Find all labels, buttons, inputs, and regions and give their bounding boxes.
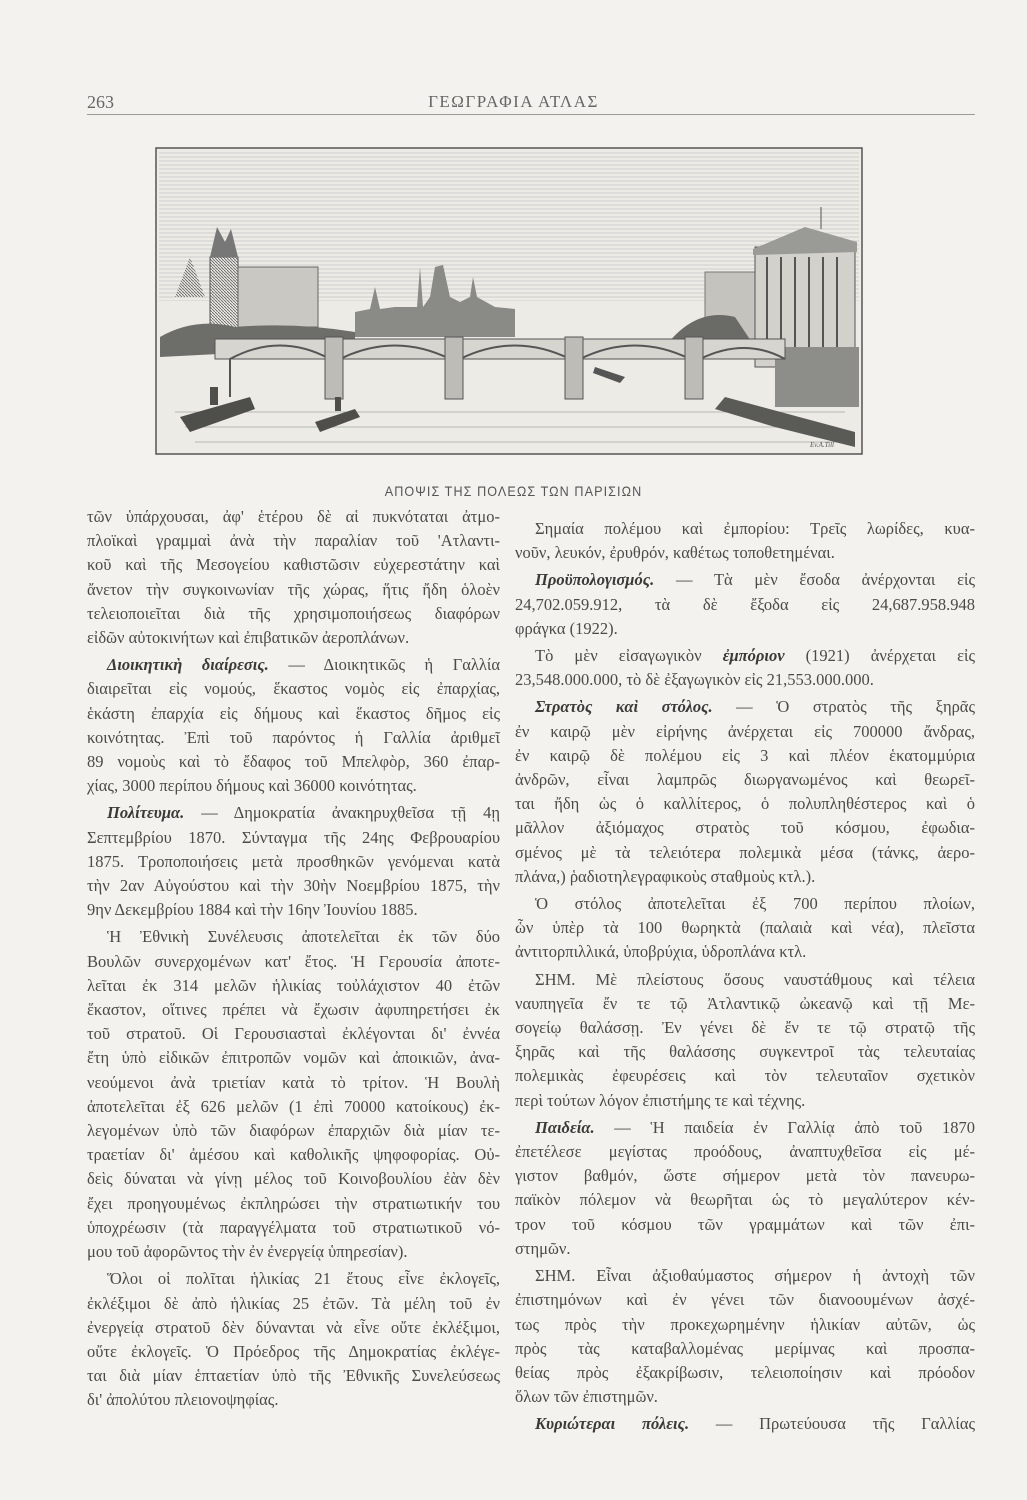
- line-text: — Τὰ μὲν ἔσοδα ἀνέρχονται εἰς: [654, 570, 975, 590]
- text-line: [515, 593, 975, 617]
- line-text: — Ἡ παιδεία ἐν Γαλλίᾳ ἀπὸ τοῦ 1870: [594, 1117, 975, 1137]
- line-text: λεγομένων ὑπὸ τῶν διαφόρων ἐπαρχιῶν διὰ μίαν τε-: [87, 1121, 500, 1141]
- text-line: [515, 1164, 975, 1188]
- line-text: Ὅλοι οἱ πολῖται ἡλικίας 21 ἔτους εἶνε ἐκλογεῖς,: [107, 1269, 500, 1289]
- text-line: [87, 1240, 500, 1264]
- line-text: νεούμενοι ἀνὰ τριετίαν κατὰ τὸ τρίτον. Ἡ Βουλὴ: [87, 1072, 500, 1092]
- text-line: [515, 1264, 975, 1288]
- line-text: πλάνα,) ῥαδιοτηλεγραφικοὺς σταθμοὺς κτλ.).: [515, 866, 816, 886]
- line-text: — Ὁ στρατὸς τῆς ξηρᾶς: [712, 697, 975, 717]
- line-text: ἀντιτορπιλλικά, ὑποβρύχια, ὑδροπλάνα κτλ.: [515, 942, 807, 962]
- line-text: Βουλῶν συνερχομένων κατ' ἔτος. Ἡ Γερουσία ἀποτε-: [87, 951, 500, 971]
- text-line: [515, 644, 975, 668]
- line-text: διαιρεῖται εἰς νομούς, ἕκαστος νομὸς εἰς ἐπαρχίας,: [87, 679, 500, 699]
- text-line: [515, 568, 975, 592]
- text-line: [515, 916, 975, 940]
- figure-caption: ΑΠΟΨΙΣ ΤΗΣ ΠΟΛΕΩΣ ΤΩΝ ΠΑΡΙΣΙΩΝ: [384, 483, 643, 499]
- text-line: [87, 1364, 500, 1388]
- line-text: ἄνετον τὴν συγκοινωνίαν τῆς χώρας, ἥτις ἤδη ὁλοὲν: [87, 579, 500, 599]
- text-line: [515, 1064, 975, 1088]
- text-line: [87, 998, 500, 1022]
- text-line: [87, 1167, 500, 1191]
- text-line: [515, 1385, 975, 1409]
- line-text: ὅλων τῶν ἐπιστημῶν.: [515, 1387, 658, 1407]
- line-text: μᾶλλον ἀξιόμαχος στρατὸς τοῦ κόσμου, ἐφωδια-: [515, 818, 975, 838]
- text-line: [515, 695, 975, 719]
- text-line: [87, 1046, 500, 1070]
- line-text: — Διοικητικῶς ἡ Γαλλία: [268, 655, 500, 675]
- line-text: θείας πρὸς ἐξακρίβωσιν, τελειοποίησιν καὶ πρόοδον: [515, 1362, 975, 1382]
- section-heading: Παιδεία.: [535, 1117, 595, 1137]
- line-text: 24,702.059.912, τὰ δὲ ἔξοδα εἰς 24,687.958.948: [515, 594, 975, 614]
- line-text: 9ην Δεκεμβρίου 1884 καὶ τὴν 16ην Ἰουνίου 1885.: [87, 900, 418, 920]
- line-text: φράγκα (1922).: [515, 618, 618, 638]
- text-line: [87, 578, 500, 602]
- text-line: [515, 1412, 975, 1436]
- text-line: [87, 925, 500, 949]
- line-text: κοινότητας. Ἐπὶ τοῦ παρόντος ἡ Γαλλία ἀριθμεῖ: [87, 727, 500, 747]
- line-text: τὴν 2αν Αὐγούστου καὶ τὴν 30ὴν Νοεμβρίου 1875, τὴν: [87, 876, 500, 896]
- text-line: [515, 1040, 975, 1064]
- text-line: [87, 602, 500, 626]
- text-line: [515, 541, 975, 565]
- text-line: [515, 744, 975, 768]
- text-line: [515, 792, 975, 816]
- line-text: κοῦ καὶ τῆς Μεσογείου καθιστῶσιν εὐχερεστάτην καὶ: [87, 555, 500, 575]
- line-text: σογείῳ θαλάσσῃ. Ἐν γένει δὲ ἔν τε τῷ στρατῷ τῆς: [515, 1018, 975, 1038]
- text-line: [515, 940, 975, 964]
- line-text: ἐν καιρῷ μὲν εἰρήνης ἀνέρχεται εἰς 700000 ἄνδρας,: [515, 721, 975, 741]
- page-number: 263: [87, 92, 114, 112]
- text-line: [87, 726, 500, 750]
- text-line: [515, 1237, 975, 1261]
- text-line: [515, 1188, 975, 1212]
- text-line: [87, 1095, 500, 1119]
- section-heading: ἐμπόριον: [722, 646, 785, 666]
- line-text: ὧν ὑπὲρ τὰ 100 θωρηκτὰ (παλαιὰ καὶ νέα), πλεῖστα: [515, 918, 975, 938]
- line-text: ὑποχρέωσιν (τὰ παραγγέλματα τοῦ στρατιωτικοῦ νό-: [87, 1217, 500, 1237]
- line-text: γιστον βαθμόν, ὥστε σήμερον μετὰ τὸν πανευρω-: [515, 1166, 975, 1186]
- line-text: Σημαία πολέμου καὶ ἐμπορίου: Τρεῖς λωρίδες, κυα-: [535, 519, 975, 538]
- text-line: [515, 768, 975, 792]
- text-line: [515, 1213, 975, 1237]
- section-heading: Διοικητικὴ διαίρεσις.: [107, 655, 269, 675]
- line-text: σμένος μὲ τὰ τελειότερα πολεμικὰ μέσα (τάνκς, ἀερο-: [515, 842, 975, 862]
- line-text: ται διὰ μίαν ἑπταετίαν ὑπὸ τῆς Ἐθνικῆς Συνελεύσεως: [87, 1366, 500, 1386]
- line-text: Σεπτεμβρίου 1870. Σύνταγμα τῆς 24ης Φεβρουαρίου: [87, 827, 500, 847]
- line-text: 89 νομοὺς καὶ τὸ ἔδαφος τοῦ Μπελφὸρ, 360 ἐπαρ-: [87, 752, 500, 772]
- text-line: [87, 1143, 500, 1167]
- text-line: [87, 1388, 500, 1412]
- text-line: [87, 774, 500, 798]
- text-line: [87, 702, 500, 726]
- text-line: [515, 1140, 975, 1164]
- line-text: Ἡ Ἐθνικὴ Συνέλευσις ἀποτελεῖται ἐκ τῶν δύο: [107, 927, 500, 947]
- text-line: [515, 1016, 975, 1040]
- section-heading: Στρατὸς καὶ στόλος.: [535, 697, 713, 717]
- left-text-column: [87, 505, 500, 1413]
- line-text: ται ἤδη ὡς ὁ καλλίτερος, ὁ πολυπληθέστερος καὶ ὁ: [515, 794, 975, 814]
- line-text: πολεμικὰς ἐφευρέσεις καὶ τὸν τελευταῖον σχετικὸν: [515, 1066, 975, 1086]
- section-heading: Κυριώτεραι πόλεις.: [535, 1414, 690, 1434]
- line-text: ἀνδρῶν, εἶναι λαμπρῶς διωργανωμένος καὶ θεωρεῖ-: [515, 770, 975, 790]
- running-title: ΓΕΩΓΡΑΦΙΑ ΑΤΛΑΣ: [428, 92, 599, 111]
- line-text: δεὶς δύναται νὰ γίνῃ μέλος τοῦ Κοινοβουλίου ἐὰν δὲν: [87, 1169, 500, 1189]
- text-line: [87, 801, 500, 825]
- text-line: [515, 841, 975, 865]
- text-line: [515, 668, 975, 692]
- text-line: [87, 750, 500, 774]
- text-line: [87, 826, 500, 850]
- text-line: [515, 1313, 975, 1337]
- line-text: 1875. Τροποποιήσεις μετὰ προσθηκῶν γενόμεναι κατὰ: [87, 851, 500, 871]
- line-text: Τὸ μὲν εἰσαγωγικὸν: [535, 646, 723, 666]
- line-text: ἔτη ὑπὸ εἰδικῶν ἐπιτροπῶν νομῶν καὶ ἀποικιῶν, ἀνα-: [87, 1048, 500, 1068]
- line-text: τρον τοῦ κόσμου τῶν γραμμάτων καὶ τῶν ἐπι-: [515, 1214, 975, 1234]
- text-line: [87, 553, 500, 577]
- line-text: ἐκλέξιμοι δὲ ἀπὸ ἡλικίας 25 ἐτῶν. Τὰ μέλη τοῦ ἐν: [87, 1293, 500, 1313]
- text-line: [87, 850, 500, 874]
- line-text: — Πρωτεύουσα τῆς Γαλλίας: [689, 1414, 975, 1434]
- text-line: [515, 1116, 975, 1140]
- text-line: [515, 1337, 975, 1361]
- section-heading: Προϋπολογισμός.: [535, 570, 655, 590]
- text-line: [515, 1361, 975, 1385]
- line-text: ΣΗΜ. Μὲ πλείστους ὅσους ναυστάθμους καὶ τέλεια: [535, 969, 975, 989]
- line-text: ἐν καιρῷ δὲ πολέμου εἰς 3 καὶ πλέον ἑκατομμύρια: [515, 745, 975, 765]
- line-text: τραετίαν δι' ἀμέσου καὶ καθολικῆς ψηφοφορίας. Οὐ-: [87, 1145, 500, 1165]
- text-line: [515, 892, 975, 916]
- text-line: [515, 816, 975, 840]
- line-text: πρὸς τὰς καταβαλλομένας μερίμνας καὶ προσπα-: [515, 1338, 975, 1358]
- line-text: ἔχει προηγουμένως ἐκπληρώσει τὴν στρατιωτικήν του: [87, 1193, 500, 1213]
- line-text: περὶ τούτων λόγον ἐπιστήμης τε καὶ τέχνης.: [515, 1090, 806, 1110]
- line-text: νοῦν, λευκόν, ἐρυθρόν, καθέτως τοποθετημέναι.: [515, 543, 835, 563]
- text-line: [87, 1340, 500, 1364]
- text-line: [87, 1216, 500, 1240]
- text-line: [515, 1288, 975, 1312]
- line-text: ξηρᾶς καὶ τῆς θαλάσσης συγκεντροῖ τὰς τελευταίας: [515, 1042, 975, 1062]
- text-line: [87, 1071, 500, 1095]
- header-rule: [87, 114, 975, 115]
- text-line: [515, 992, 975, 1016]
- line-text: — Δημοκρατία ἀνακηρυχθεῖσα τῇ 4ῃ: [184, 803, 500, 823]
- line-text: τῶν ὑπάρχουσαι, ἀφ' ἑτέρου δὲ αἱ πυκνόταται ἀτμο-: [87, 507, 500, 526]
- text-line: [87, 1192, 500, 1216]
- text-line: [515, 1089, 975, 1113]
- text-line: [515, 865, 975, 889]
- line-text: ἐνεργείᾳ στρατοῦ δὲν δύνανται νὰ εἶνε οὔτε ἐκλέξιμοι,: [87, 1317, 500, 1337]
- text-line: [515, 517, 975, 541]
- line-text: στημῶν.: [515, 1238, 571, 1258]
- text-line: [87, 950, 500, 974]
- text-line: [87, 677, 500, 701]
- text-line: [87, 1022, 500, 1046]
- line-text: ΣΗΜ. Εἶναι ἀξιοθαύμαστος σήμερον ἡ ἀντοχὴ τῶν: [535, 1266, 975, 1286]
- line-text: Ὁ στόλος ἀποτελεῖται ἐξ 700 περίπου πλοίων,: [535, 894, 975, 914]
- line-text: δι' ἀπολύτου πλειονοψηφίας.: [87, 1390, 279, 1410]
- text-line: [87, 505, 500, 529]
- line-text: οὔτε ἐκλογεῖς. Ὁ Πρόεδρος τῆς Δημοκρατίας ἐκλέγε-: [87, 1341, 500, 1361]
- line-text: τως πρὸς τὴν προκεχωρημένην ἡλικίαν αὐτῶν, ὡς: [515, 1314, 975, 1334]
- text-line: [87, 1292, 500, 1316]
- paris-bridge-engraving: [155, 147, 863, 455]
- line-text: πλοϊκαὶ γραμμαὶ ἀνὰ τὴν παραλίαν τοῦ 'Ατλαντι-: [87, 531, 500, 551]
- line-text: ἕκαστον, οἵτινες πρέπει νὰ ἔχωσιν ἀφυπηρετήσει ἐκ: [87, 1000, 500, 1020]
- text-line: [87, 653, 500, 677]
- text-line: [87, 1316, 500, 1340]
- line-text: ἑκάστη ἐπαρχία εἰς δήμους καὶ ἕκαστος δῆμος εἰς: [87, 703, 500, 723]
- line-text: μου τοῦ ἀφορῶντος τὴν ἐν ἐνεργείᾳ ὑπηρεσίαν).: [87, 1242, 408, 1262]
- text-line: [515, 720, 975, 744]
- text-line: [87, 529, 500, 553]
- line-text: ἀποτελεῖται ἐξ 626 μελῶν (1 ἐπὶ 70000 κατοίκους) ἐκ-: [87, 1096, 500, 1116]
- line-text: ναυπηγεῖα ἔν τε τῷ Ἀτλαντικῷ ὠκεανῷ καὶ τῇ Με-: [515, 993, 975, 1013]
- text-line: [87, 974, 500, 998]
- line-text: εἰδῶν αὐτοκινήτων καὶ ἐπιβατικῶν ἀεροπλάνων.: [87, 628, 410, 648]
- line-text: (1921) ἀνέρχεται εἰς: [784, 646, 975, 666]
- text-line: [87, 1119, 500, 1143]
- artist-signature: Ev.A.Till: [810, 441, 834, 449]
- text-line: [87, 1267, 500, 1291]
- line-text: παϊκὸν πόλεμον νὰ θεωρῆται ὡς τὸ μεγαλύτερον κέν-: [515, 1190, 975, 1210]
- text-line: [87, 898, 500, 922]
- line-text: ἐπιστημόνων καὶ ἐν γένει τῶν διανοουμένων ἀσχέ-: [515, 1290, 975, 1310]
- section-heading: Πολίτευμα.: [107, 803, 185, 823]
- line-text: τελειοποιεῖται διὰ τῆς χρησιμοποιήσεως διαφόρων: [87, 603, 500, 623]
- text-line: [515, 968, 975, 992]
- line-text: λεῖται ἐκ 314 μελῶν ἡλικίας τοὐλάχιστον 40 ἐτῶν: [87, 975, 500, 995]
- line-text: ἐπετέλεσε μεγίστας προόδους, ἀναπτυχθεῖσα εἰς μέ-: [515, 1142, 975, 1162]
- line-text: 23,548.000.000, τὸ δὲ ἐξαγωγικὸν εἰς 21,553.000.000.: [515, 670, 874, 690]
- text-line: [515, 617, 975, 641]
- right-text-column: [515, 517, 975, 1437]
- text-line: [87, 874, 500, 898]
- text-line: [87, 626, 500, 650]
- line-text: τοῦ στρατοῦ. Οἱ Γερουσιασταὶ ἐκλέγονται δι' ἐννέα: [87, 1024, 500, 1044]
- line-text: χίας, 3000 περίπου δήμους καὶ 36000 κοινότητας.: [87, 776, 417, 796]
